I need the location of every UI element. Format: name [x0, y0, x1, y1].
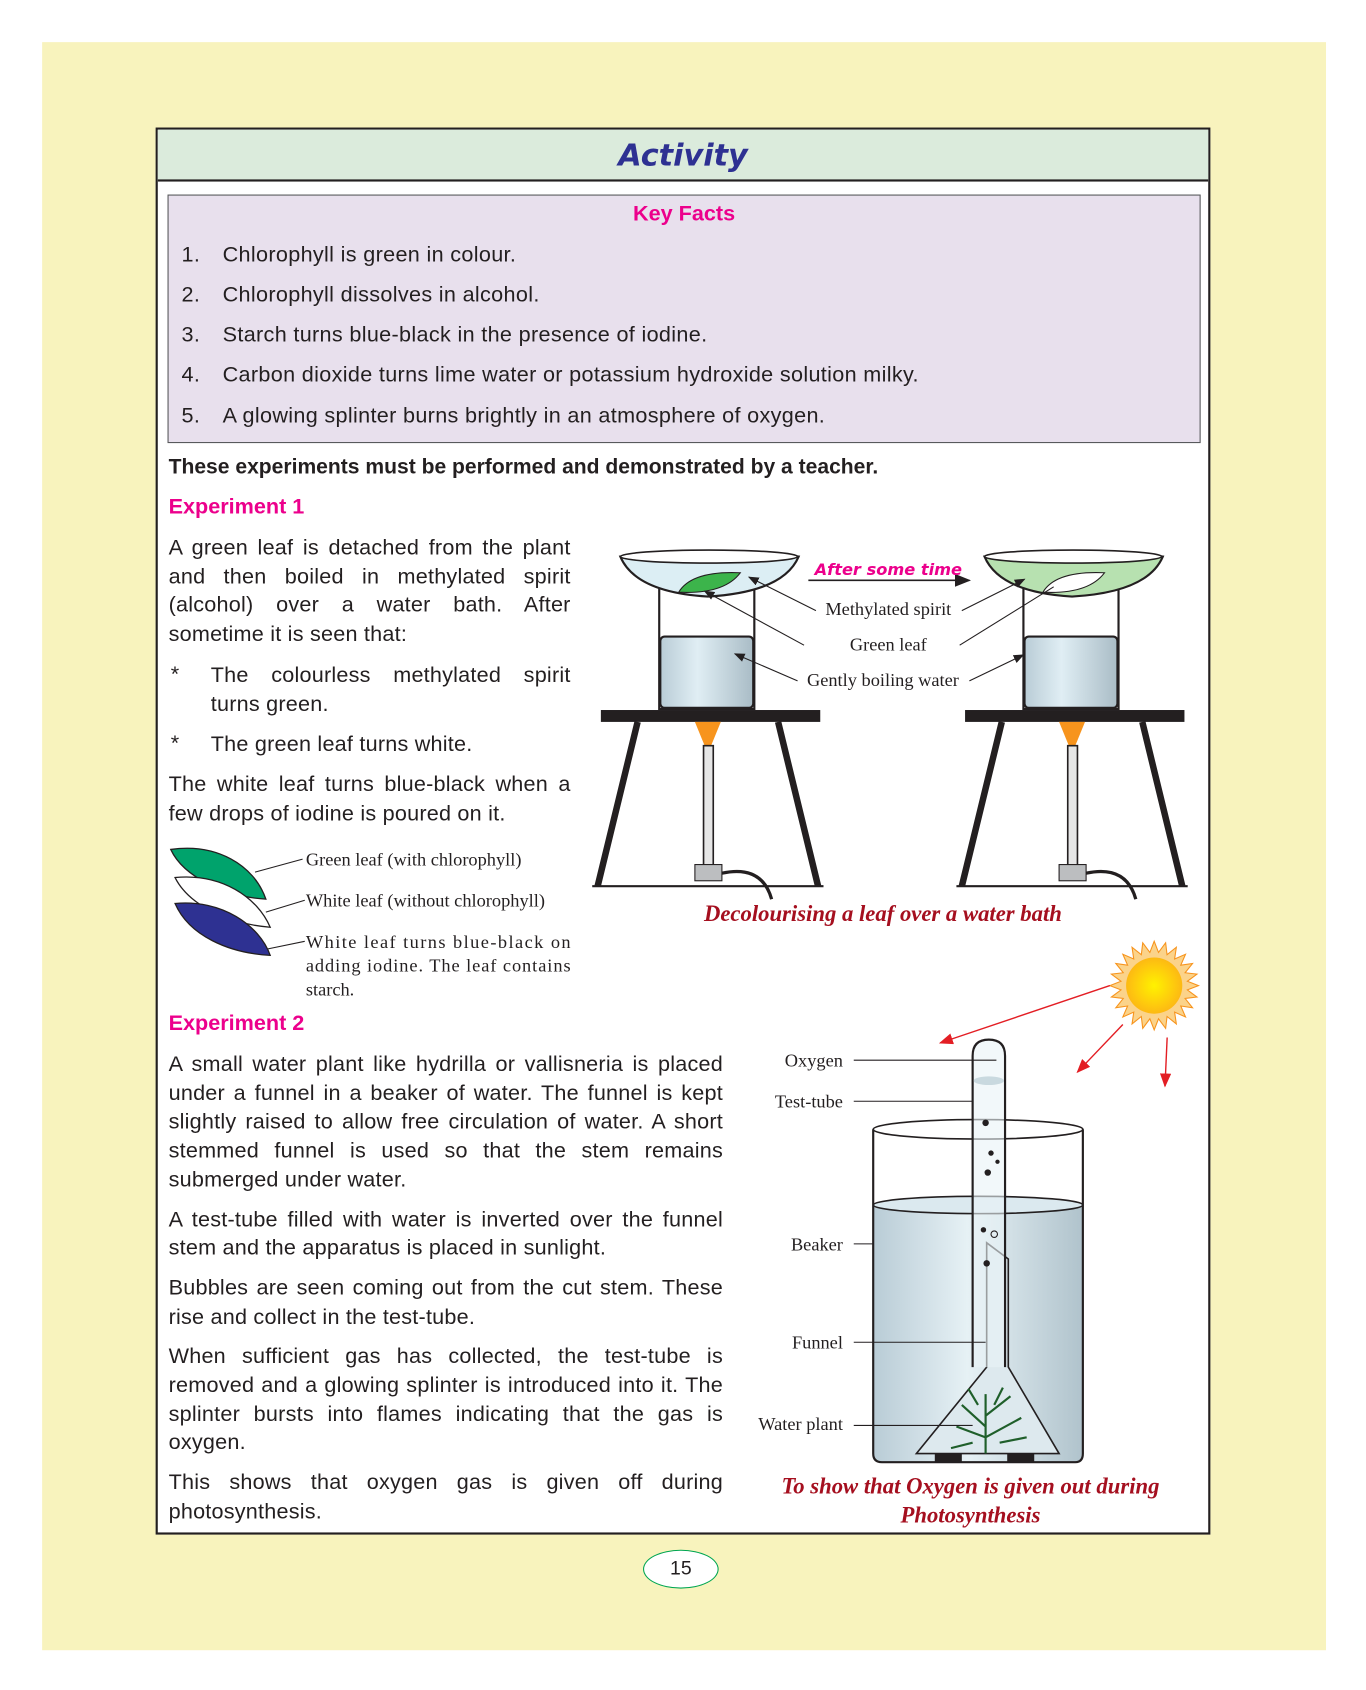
- activity-title: Activity: [158, 130, 1208, 182]
- methylated-spirit-label: Methylated spirit: [825, 598, 952, 619]
- experiment-2-text: [169, 1050, 723, 1526]
- apparatus-before: [592, 550, 823, 899]
- bullet-text: The green leaf turns white.: [210, 732, 473, 757]
- oxygen-experiment-diagram: [746, 935, 1205, 1535]
- page-number: 15: [643, 1550, 719, 1589]
- diagram-2-caption: Photosynthesis: [900, 1502, 1041, 1528]
- paragraph: This shows that oxygen gas is given off during photosynthesis.: [168, 1470, 723, 1524]
- green-leaf-label: Green leaf: [849, 634, 927, 655]
- test-tube: [973, 1040, 1005, 1367]
- key-fact-item: 1. Chlorophyll is green in colour.: [181, 243, 517, 267]
- water-bath-diagram: [589, 540, 1200, 934]
- diagram-1-caption: Decolourising a leaf over a water bath: [703, 900, 1062, 926]
- key-fact-item: 4. Carbon dioxide turns lime water or potassium hydroxide solution milky.: [181, 363, 919, 387]
- water-plant-label: Water plant: [758, 1413, 843, 1434]
- experiment-1-result: The white leaf turns blue-black when a few drops of iodine is poured on it.: [168, 772, 571, 826]
- paragraph: A test-tube filled with water is inverted over the funnel stem and the apparatus is placed in sunlight.: [168, 1207, 723, 1261]
- after-some-time-label: After some time: [814, 559, 963, 579]
- oxygen-label: Oxygen: [784, 1050, 843, 1071]
- leaf-label: starch.: [305, 979, 355, 1000]
- bullet-mark: *: [170, 731, 180, 756]
- boiling-water-label: Gently boiling water: [806, 670, 959, 691]
- diagram-2-caption: To show that Oxygen is given out during: [781, 1473, 1160, 1499]
- teacher-note: These experiments must be performed and demonstrated by a teacher.: [168, 454, 879, 479]
- experiment-1-heading: Experiment 1: [168, 494, 305, 519]
- experiment-2-heading: Experiment 2: [168, 1011, 305, 1036]
- sun-icon: [1110, 941, 1199, 1030]
- paragraph: A small water plant like hydrilla or vallisneria is placed under a funnel in a beaker of water. The funnel is kept slightly raised to allow free circulation of water. A short stemmed funnel is used so that the stem remains submerged under water.: [168, 1052, 723, 1192]
- key-fact-item: 5. A glowing splinter burns brightly in an atmosphere of oxygen.: [181, 404, 826, 428]
- paragraph: When sufficient gas has collected, the test-tube is removed and a glowing splinter is introduced into it. The splinter bursts into flames indicating that the gas is oxygen.: [168, 1344, 723, 1456]
- key-fact-item: 3. Starch turns blue-black in the presence of iodine.: [181, 323, 708, 347]
- leaf-label: White leaf turns blue-black on: [305, 931, 571, 952]
- experiment-1-intro: A green leaf is detached from the plant and then boiled in methylated spirit (alcohol) over a water bath. After sometime it is seen that:: [168, 536, 571, 647]
- test-tube-label: Test-tube: [774, 1091, 843, 1112]
- bullet-text: The colourless methylated spirit turns green.: [210, 663, 571, 717]
- leaf-label: Green leaf (with chlorophyll): [305, 849, 522, 870]
- leaf-label: White leaf (without chlorophyll): [305, 890, 545, 911]
- apparatus-after: [956, 550, 1187, 899]
- bullet-mark: *: [170, 662, 180, 687]
- key-facts-box: [168, 195, 1201, 444]
- funnel-label: Funnel: [791, 1332, 843, 1353]
- leaf-label: adding iodine. The leaf contains: [305, 955, 571, 976]
- beaker-label: Beaker: [790, 1234, 843, 1255]
- paragraph: Bubbles are seen coming out from the cut stem. These rise and collect in the test-tube.: [168, 1276, 723, 1329]
- key-fact-item: 2. Chlorophyll dissolves in alcohol.: [181, 283, 540, 307]
- key-facts-title: Key Facts: [633, 202, 736, 226]
- leaf-comparison-illustration: [162, 838, 583, 1006]
